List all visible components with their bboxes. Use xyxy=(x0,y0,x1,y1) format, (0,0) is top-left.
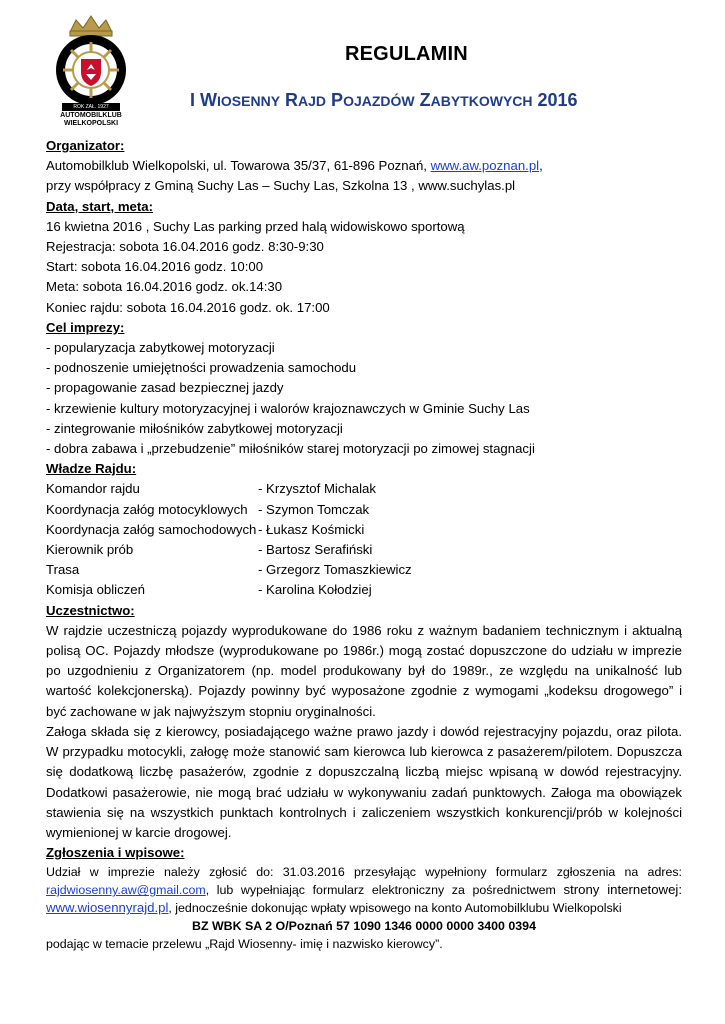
subtitle-part: OJAZDÓW xyxy=(343,93,415,109)
transfer-note: podając w temacie przelewu „Rajd Wiosenny- imię i nazwisko kierowcy”. xyxy=(46,937,443,952)
authority-row xyxy=(46,540,682,560)
authority-row xyxy=(46,520,682,540)
registration-text: Udział w imprezie należy zgłosić do: 31.03.2016 przesyłając wypełniony formularz zgłoszenia na adres: xyxy=(46,865,682,880)
subtitle-part: IOSENNY xyxy=(217,93,281,109)
logo-founded: ROK ZAŁ. 1927 xyxy=(73,104,109,110)
authority-role: Komandor rajdu xyxy=(46,481,140,497)
subtitle-part: P xyxy=(326,90,344,110)
subtitle-part: Z xyxy=(414,90,431,110)
logo-text-2: WIELKOPOLSKI xyxy=(63,120,119,127)
authority-person: - Łukasz Kośmicki xyxy=(258,521,365,537)
organizer-comma: , xyxy=(539,158,543,174)
registration-paragraph xyxy=(46,863,682,917)
organizer-line-1 xyxy=(46,156,682,176)
schedule-line: Start: sobota 16.04.2016 godz. 10:00 xyxy=(46,259,264,275)
authorities-heading: Władze Rajdu: xyxy=(46,461,137,477)
registration-website-link[interactable]: www.wiosennyrajd.pl xyxy=(46,900,169,916)
logo-ring-text xyxy=(48,12,49,13)
registration-email-link[interactable]: rajdwiosenny.aw@gmail.com xyxy=(46,883,206,898)
subtitle-part: AJD xyxy=(298,93,327,109)
authority-person: - Bartosz Serafiński xyxy=(258,542,373,558)
schedule-line: Koniec rajdu: sobota 16.04.2016 godz. ok. 17:00 xyxy=(46,299,330,315)
organizer-website-link[interactable]: www.aw.poznan.pl xyxy=(430,158,540,174)
authority-role: Komisja obliczeń xyxy=(46,582,145,598)
document-body xyxy=(46,136,682,953)
goals-heading: Cel imprezy: xyxy=(46,319,125,335)
participation-paragraph-1: W rajdzie uczestniczą pojazdy wyprodukowane do 1986 roku z ważnym badaniem technicznym i aktualną polisą OC. Pojazdy młodsze (wyprodukowane po 1986r.) mogą zostać dopuszczone do udziału w imprezie po uzgodnieniu z Organizatorem (np. model produkowany był do 1989r., ze względu na unikalność lub wartość kolekcjonerską). Pojazdy powinny być wyposażone zgodnie z wymogami „kodeksu drogowego” i być zachowane w jak najwyższym stopniu oryginalności. xyxy=(46,622,682,719)
organizer-line-2: przy współpracy z Gminą Suchy Las – Suchy Las, Szkolna 13 , www.suchylas.pl xyxy=(46,178,516,194)
goal-item: - podnoszenie umiejętności prowadzenia samochodu xyxy=(46,360,357,376)
subtitle-part: R xyxy=(280,90,299,110)
registration-text: , lub wypełniając formularz elektroniczny za pośrednictwem xyxy=(205,883,564,898)
authority-person: - Krzysztof Michalak xyxy=(258,481,376,497)
authority-row xyxy=(46,580,682,600)
authority-person: - Karolina Kołodziej xyxy=(258,582,372,598)
authority-row xyxy=(46,500,682,520)
goal-item: - popularyzacja zabytkowej motoryzacji xyxy=(46,340,275,356)
goal-item: - dobra zabawa i „przebudzenie” miłośników starej motoryzacji po zimowej stagnacji xyxy=(46,441,535,457)
document-title: REGULAMIN xyxy=(345,43,468,65)
authority-person: - Grzegorz Tomaszkiewicz xyxy=(258,562,412,578)
subtitle-part: ABYTKOWYCH xyxy=(430,93,533,109)
goal-item: - propagowanie zasad bezpiecznej jazdy xyxy=(46,380,284,396)
registration-text: , jednocześnie dokonując wpłaty wpisowego na konto Automobilklubu Wielkopolski xyxy=(168,901,622,916)
goal-item: - zintegrowanie miłośników zabytkowej motoryzacji xyxy=(46,420,343,436)
authority-role: Koordynacja załóg samochodowych xyxy=(46,521,257,537)
document-subtitle xyxy=(190,90,578,111)
authority-row xyxy=(46,479,682,499)
subtitle-part: 2016 xyxy=(532,90,578,110)
organizer-heading: Organizator: xyxy=(46,138,125,153)
bank-account: BZ WBK SA 2 O/Poznań 57 1090 1346 0000 0000 3400 0394 xyxy=(192,919,536,934)
subtitle-part: W xyxy=(200,90,218,110)
goal-item: - krzewienie kultury motoryzacyjnej i walorów krajoznawczych w Gminie Suchy Las xyxy=(46,400,530,416)
authority-role: Kierownik prób xyxy=(46,542,134,558)
registration-text: strony internetowej: xyxy=(563,882,682,898)
logo-text-1: AUTOMOBILKLUB xyxy=(60,112,122,119)
authority-role: Trasa xyxy=(46,562,80,578)
schedule-line: Rejestracja: sobota 16.04.2016 godz. 8:30-9:30 xyxy=(46,239,324,255)
schedule-line: 16 kwietna 2016 , Suchy Las parking przed halą widowiskowo sportową xyxy=(46,218,465,234)
participation-heading: Uczestnictwo: xyxy=(46,602,135,618)
participation-paragraph-2: Załoga składa się z kierowcy, posiadającego ważne prawo jazdy i dowód rejestracyjny pojazdu, oraz pilota. W przypadku motocykli, załogę może stanowić sam kierowca lub kierowca z pasażerem/pilotem. Dopuszcza się dodatkową liczbę pasażerów, zgodnie z dopuszczalną liczbą miejsc wpisaną w dowód rejestracyjny. Dodatkowi pasażerowie, nie mogą brać udziału w wykonywaniu zadań punktowych. Załoga ma obowiązek stawienia się na wszystkich punktach kontrolnych i zaliczeniem wszystkich konkurencji/prób w kolejności wymienionej w karcie drogowej. xyxy=(46,723,682,840)
authority-row xyxy=(46,560,682,580)
organizer-text: Automobilklub Wielkopolski, ul. Towarowa 35/37, 61-896 Poznań, xyxy=(46,158,431,174)
authority-role: Koordynacja załóg motocyklowych xyxy=(46,501,248,517)
registration-heading: Zgłoszenia i wpisowe: xyxy=(46,845,185,861)
schedule-heading: Data, start, meta: xyxy=(46,198,154,214)
club-logo xyxy=(48,12,134,130)
subtitle-part: I xyxy=(190,90,201,110)
authority-person: - Szymon Tomczak xyxy=(258,501,370,517)
schedule-line: Meta: sobota 16.04.2016 godz. ok.14:30 xyxy=(46,279,283,295)
